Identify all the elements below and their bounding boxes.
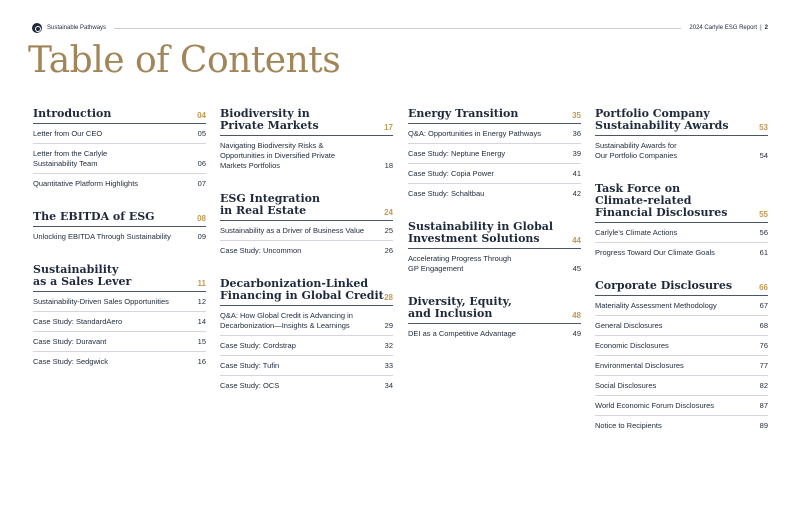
toc-entry-label[interactable]: Case Study: Cordstrap [220, 341, 296, 350]
toc-entry-page[interactable]: 76 [759, 341, 768, 350]
toc-entry-page[interactable]: 33 [384, 361, 393, 370]
toc-entry[interactable] [408, 324, 581, 343]
toc-entry[interactable] [595, 136, 768, 165]
toc-entry[interactable] [33, 352, 206, 371]
section-heading[interactable] [595, 280, 768, 296]
toc-entry-label[interactable]: Case Study: StandardAero [33, 317, 123, 326]
section-heading[interactable] [33, 211, 206, 227]
toc-entry-page[interactable]: 25 [384, 226, 393, 235]
toc-entry-label[interactable]: DEI as a Competitive Advantage [408, 329, 516, 338]
toc-entry-page[interactable]: 89 [759, 421, 768, 430]
toc-entry[interactable] [33, 124, 206, 144]
toc-entry[interactable] [33, 174, 206, 193]
section-item-list [408, 124, 581, 203]
toc-entry-page[interactable]: 39 [572, 149, 581, 158]
page-header [32, 22, 768, 34]
toc-entry-label[interactable]: Sustainability Awards for Our Portfolio Companies [595, 141, 678, 160]
toc-entry-page[interactable]: 18 [384, 161, 393, 170]
toc-entry[interactable] [595, 356, 768, 376]
toc-section [408, 108, 581, 203]
toc-entry-label[interactable]: Case Study: Schaltbau [408, 189, 485, 198]
section-title[interactable]: Biodiversity in Private Markets [220, 107, 319, 132]
toc-entry[interactable] [595, 223, 768, 243]
toc-entry-label[interactable]: Case Study: Sedgwick [33, 357, 109, 366]
section-item-list [220, 136, 393, 175]
section-item-list [595, 223, 768, 262]
toc-entry[interactable] [220, 306, 393, 336]
toc-section [408, 221, 581, 278]
section-page-number[interactable]: 11 [197, 279, 206, 288]
toc-entry-label[interactable]: Navigating Biodiversity Risks & Opportunities in Diversified Private Markets Portfolios [220, 141, 336, 170]
toc-entry-label[interactable]: Economic Disclosures [595, 341, 669, 350]
section-item-list [33, 227, 206, 246]
toc-entry-page[interactable]: 26 [384, 246, 393, 255]
section-heading[interactable] [408, 108, 581, 124]
toc-entry-page[interactable]: 15 [197, 337, 206, 346]
toc-entry-label[interactable]: Case Study: Tufin [220, 361, 280, 370]
section-item-list [220, 221, 393, 260]
toc-entry-page[interactable]: 45 [572, 264, 581, 273]
toc-entry-label[interactable]: General Disclosures [595, 321, 663, 330]
section-heading[interactable] [408, 221, 581, 249]
section-item-list [408, 324, 581, 343]
section-title[interactable]: Task Force on Climate-related Financial Disclosures [595, 182, 728, 219]
toc-entry[interactable] [408, 124, 581, 144]
toc-entry[interactable] [220, 336, 393, 356]
section-title[interactable]: Sustainability in Global Investment Solutions [408, 220, 554, 245]
toc-entry[interactable] [33, 144, 206, 174]
toc-entry-label[interactable]: Q&A: How Global Credit is Advancing in Decarbonization—Insights & Learnings [220, 311, 353, 330]
section-title[interactable]: The EBITDA of ESG [33, 210, 155, 223]
section-page-number[interactable]: 44 [572, 236, 581, 245]
report-title: 2024 Carlyle ESG Report [689, 25, 758, 31]
section-page-number[interactable]: 08 [197, 214, 206, 223]
toc-entry-page[interactable]: 34 [384, 381, 393, 390]
toc-entry[interactable] [595, 336, 768, 356]
toc-entry-page[interactable]: 29 [384, 321, 393, 330]
section-page-number[interactable]: 55 [759, 210, 768, 219]
toc-section [33, 264, 206, 371]
toc-entry-label[interactable]: World Economic Forum Disclosures [595, 401, 715, 410]
toc-section [220, 278, 393, 395]
page-number: 2 [764, 25, 768, 31]
toc-entry-page[interactable]: 16 [197, 357, 206, 366]
toc-entry[interactable] [220, 356, 393, 376]
toc-entry-page[interactable]: 42 [572, 189, 581, 198]
toc-entry-label[interactable]: Carlyle's Climate Actions [595, 228, 678, 237]
toc-entry-page[interactable]: 56 [759, 228, 768, 237]
section-heading[interactable] [595, 183, 768, 223]
section-heading[interactable] [595, 108, 768, 136]
section-item-list [595, 296, 768, 435]
section-heading[interactable] [408, 296, 581, 324]
section-item-list [595, 136, 768, 165]
section-title[interactable]: Corporate Disclosures [595, 279, 733, 292]
toc-column-2 [220, 108, 393, 413]
section-page-number[interactable]: 53 [759, 123, 768, 132]
toc-column-4 [595, 108, 768, 453]
toc-entry-page[interactable]: 67 [759, 301, 768, 310]
toc-entry-label[interactable]: Letter from the Carlyle Sustainability Team [33, 149, 108, 168]
toc-entry[interactable] [595, 243, 768, 262]
toc-entry-page[interactable]: 05 [197, 129, 206, 138]
toc-entry-page[interactable]: 68 [759, 321, 768, 330]
toc-entry-page[interactable]: 12 [197, 297, 206, 306]
toc-entry[interactable] [595, 316, 768, 336]
toc-entry-label[interactable]: Notice to Recipients [595, 421, 662, 430]
toc-entry-page[interactable]: 32 [384, 341, 393, 350]
toc-entry[interactable] [408, 249, 581, 278]
toc-entry-page[interactable]: 36 [572, 129, 581, 138]
toc-entry-label[interactable]: Sustainability as a Driver of Business Value [220, 226, 365, 235]
toc-entry-label[interactable]: Case Study: Neptune Energy [408, 149, 506, 158]
toc-section [33, 211, 206, 246]
section-heading[interactable] [33, 108, 206, 124]
section-page-number[interactable]: 17 [384, 123, 393, 132]
section-title[interactable]: Decarbonization-Linked Financing in Global Credit [220, 277, 384, 302]
toc-entry[interactable] [220, 136, 393, 175]
toc-entry[interactable] [220, 376, 393, 395]
toc-entry-page[interactable]: 87 [759, 401, 768, 410]
section-item-list [33, 124, 206, 193]
section-item-list [408, 249, 581, 278]
toc-entry-page[interactable]: 09 [197, 232, 206, 241]
section-page-number[interactable]: 66 [759, 283, 768, 292]
toc-section [220, 108, 393, 175]
section-page-number[interactable]: 35 [572, 111, 581, 120]
toc-section [408, 296, 581, 343]
toc-entry-page[interactable]: 49 [572, 329, 581, 338]
toc-entry-label[interactable]: Materiality Assessment Methodology [595, 301, 717, 310]
toc-entry[interactable] [595, 296, 768, 316]
toc-entry-label[interactable]: Letter from Our CEO [33, 129, 103, 138]
toc-section [33, 108, 206, 193]
toc-entry-page[interactable]: 07 [197, 179, 206, 188]
section-item-list [33, 292, 206, 371]
toc-section [595, 108, 768, 165]
toc-entry-label[interactable]: Sustainability-Driven Sales Opportunities [33, 297, 169, 306]
toc-entry-label[interactable]: Accelerating Progress Through GP Engagement [408, 254, 512, 273]
toc-entry-label[interactable]: Case Study: Copia Power [408, 169, 494, 178]
brand-label: Sustainable Pathways [47, 25, 107, 31]
toc-section [595, 280, 768, 435]
toc-entry-page[interactable]: 54 [759, 151, 768, 160]
toc-section [595, 183, 768, 262]
toc-entry-label[interactable]: Environmental Disclosures [595, 361, 684, 370]
toc-entry[interactable] [220, 241, 393, 260]
section-title[interactable]: Diversity, Equity, and Inclusion [408, 295, 512, 320]
header-rule [114, 28, 681, 29]
toc-entry-label[interactable]: Q&A: Opportunities in Energy Pathways [408, 129, 541, 138]
section-title[interactable]: Energy Transition [408, 107, 519, 120]
toc-entry[interactable] [220, 221, 393, 241]
toc-entry-page[interactable]: 41 [572, 169, 581, 178]
toc-entry-page[interactable]: 14 [197, 317, 206, 326]
toc-entry-label[interactable]: Case Study: Uncommon [220, 246, 302, 255]
section-heading[interactable] [33, 264, 206, 292]
toc-entry[interactable] [595, 416, 768, 435]
toc-section [220, 193, 393, 260]
toc-entry-page[interactable]: 06 [197, 159, 206, 168]
toc-entry[interactable] [595, 376, 768, 396]
section-heading[interactable] [220, 193, 393, 221]
page-title: Table of Contents [28, 40, 341, 81]
toc-entry[interactable] [33, 332, 206, 352]
toc-entry[interactable] [408, 144, 581, 164]
toc-column-1 [33, 108, 206, 389]
section-page-number[interactable]: 04 [197, 111, 206, 120]
section-title[interactable]: Sustainability as a Sales Lever [33, 263, 132, 288]
section-title[interactable]: Portfolio Company Sustainability Awards [595, 107, 729, 132]
toc-entry-page[interactable]: 82 [759, 381, 768, 390]
section-page-number[interactable]: 48 [572, 311, 581, 320]
toc-column-3 [408, 108, 581, 361]
toc-entry-page[interactable]: 61 [759, 248, 768, 257]
section-heading[interactable] [220, 278, 393, 306]
toc-entry[interactable] [408, 164, 581, 184]
section-page-number[interactable]: 28 [384, 293, 393, 302]
carlyle-logo-icon [32, 23, 42, 33]
toc-entry[interactable] [33, 292, 206, 312]
toc-entry[interactable] [33, 227, 206, 246]
header-separator: | [760, 25, 762, 31]
toc-entry-page[interactable]: 77 [759, 361, 768, 370]
toc-entry[interactable] [33, 312, 206, 332]
section-title[interactable]: ESG Integration in Real Estate [220, 192, 320, 217]
section-item-list [220, 306, 393, 395]
toc-entry-label[interactable]: Quantitative Platform Highlights [33, 179, 139, 188]
section-heading[interactable] [220, 108, 393, 136]
toc-entry-label[interactable]: Progress Toward Our Climate Goals [595, 248, 715, 257]
toc-entry-label[interactable]: Case Study: OCS [220, 381, 280, 390]
section-page-number[interactable]: 24 [384, 208, 393, 217]
toc-entry-label[interactable]: Unlocking EBITDA Through Sustainability [33, 232, 171, 241]
toc-entry[interactable] [408, 184, 581, 203]
toc-entry[interactable] [595, 396, 768, 416]
toc-entry-label[interactable]: Case Study: Duravant [33, 337, 107, 346]
toc-entry-label[interactable]: Social Disclosures [595, 381, 657, 390]
section-title[interactable]: Introduction [33, 107, 112, 120]
